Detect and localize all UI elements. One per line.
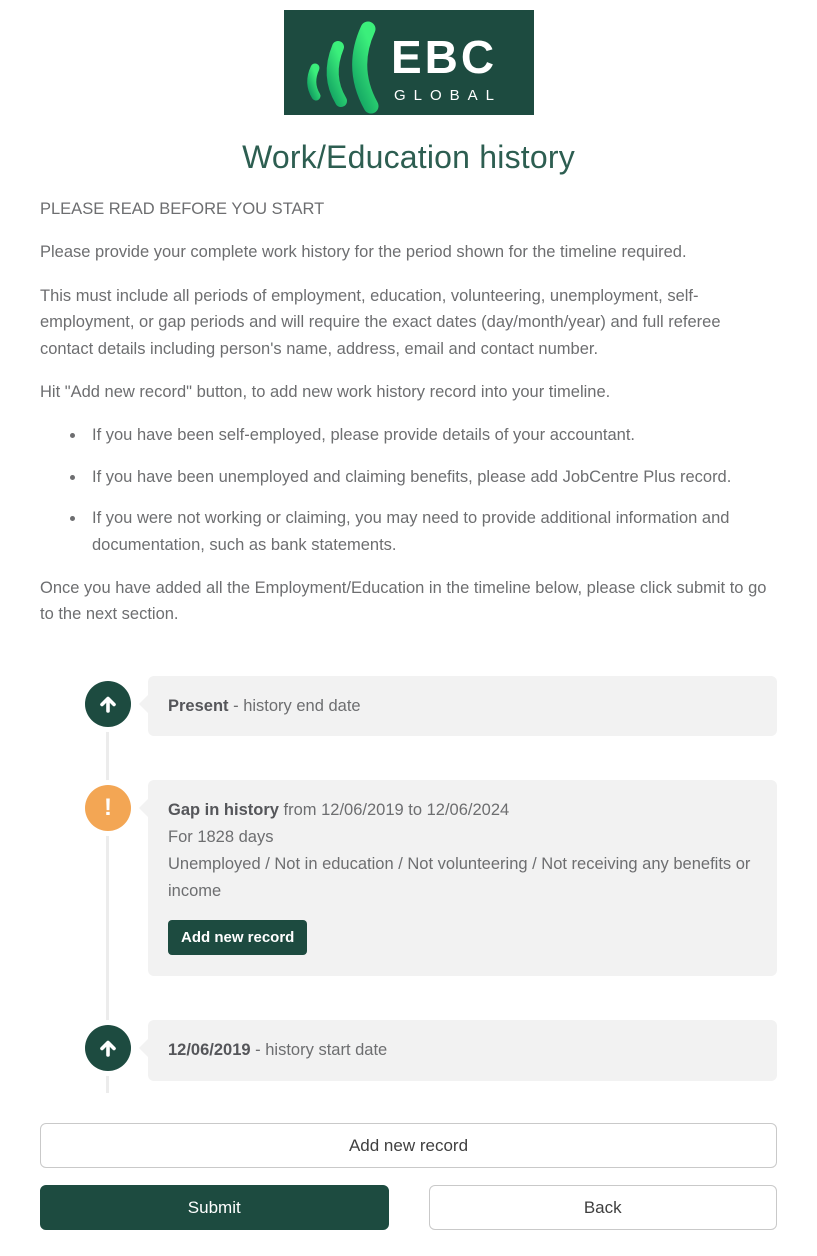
gap-date-range: from 12/06/2019 to 12/06/2024 [278, 801, 510, 820]
footer-actions [40, 1123, 777, 1230]
back-button[interactable]: Back [429, 1185, 778, 1230]
exclamation-icon: ! [85, 785, 131, 831]
instruction-item-jobcentre: • If you have been unemployed and claiming benefits, please add JobCentre Plus record. [86, 464, 777, 490]
instruction-item-self-employed: • If you have been self-employed, please provide details of your accountant. [86, 422, 777, 448]
timeline-row-start [0, 1020, 817, 1081]
start-date-caption: - history start date [250, 1041, 388, 1060]
ebc-global-logo [284, 10, 534, 115]
intro-paragraph-3: Hit "Add new record" button, to add new work history record into your timeline. [40, 382, 611, 401]
intro-copy [40, 196, 777, 628]
timeline-card-present [148, 676, 777, 737]
timeline-card-gap [148, 780, 777, 976]
intro-paragraph-2: This must include all periods of employment, education, volunteering, unemployment, self-employment, or gap periods and will require the exact dates (day/month/year) and full referee contact details including person's name, address, email and contact number. [40, 286, 721, 358]
submit-back-row [40, 1185, 777, 1230]
submit-button[interactable]: Submit [40, 1185, 389, 1230]
logo-brand-text: EBC [390, 31, 497, 83]
gap-status: Unemployed / Not in education / Not volunteering / Not receiving any benefits or income [168, 854, 751, 900]
add-new-record-button[interactable]: Add new record [40, 1123, 777, 1168]
history-timeline [0, 676, 817, 1081]
present-caption: - history end date [228, 696, 361, 715]
ebc-global-logo-image [284, 10, 534, 115]
present-label: Present [168, 696, 229, 715]
timeline-row-present [0, 676, 817, 737]
intro-paragraph-4: Once you have added all the Employment/Education in the timeline below, please click submit to go to the next section. [40, 578, 767, 624]
page-title: Work/Education history [242, 139, 575, 175]
notice-text: PLEASE READ BEFORE YOU START [40, 200, 325, 218]
gap-add-new-record-button[interactable]: Add new record [168, 920, 307, 955]
instruction-item-bank-statements: • If you were not working or claiming, you may need to provide additional information and documentation, such as bank statements. [86, 505, 777, 558]
timeline-card-start [148, 1020, 777, 1081]
work-education-history-page [0, 10, 817, 1256]
start-date-label: 12/06/2019 [168, 1041, 251, 1060]
gap-duration: For 1828 days [168, 828, 274, 847]
arrow-up-icon [85, 681, 131, 727]
timeline-row-gap [0, 780, 817, 976]
arrow-up-icon [85, 1025, 131, 1071]
logo-sub-text: GLOBAL [393, 87, 502, 104]
gap-label: Gap in history [168, 801, 279, 820]
gap-title-line [168, 797, 757, 824]
intro-paragraph-1: Please provide your complete work history for the period shown for the timeline required. [40, 243, 687, 262]
instruction-list [86, 422, 777, 558]
